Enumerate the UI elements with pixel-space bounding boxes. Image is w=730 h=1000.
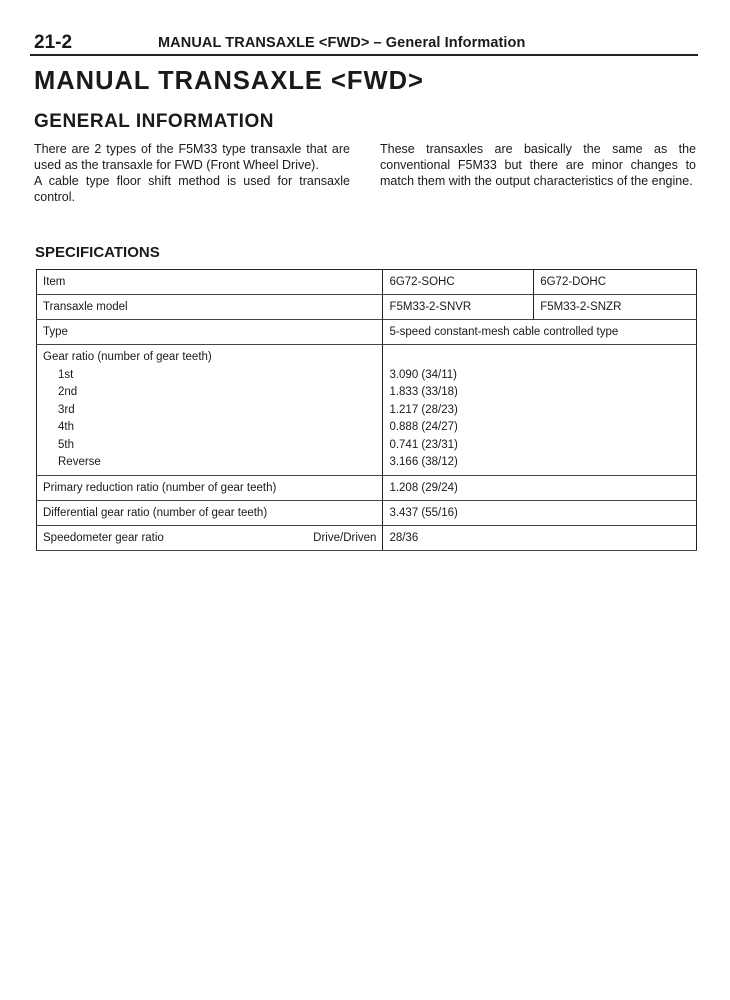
page-title: MANUAL TRANSAXLE <FWD> — [34, 67, 424, 95]
gear-value: 0.741 (23/31) — [389, 438, 458, 451]
gear-label: 2nd — [58, 386, 78, 398]
table-row — [37, 320, 697, 345]
section-title: GENERAL INFORMATION — [34, 111, 274, 132]
item-header-cell: Item — [37, 270, 383, 295]
gear-label: 1st — [58, 368, 74, 381]
row-label-cell: Transaxle model — [37, 295, 383, 320]
table-row — [37, 500, 697, 525]
gear-value: 3.090 (34/11) — [389, 368, 457, 381]
header-rule — [30, 54, 698, 56]
gear-ratio-label: Gear ratio (number of gear teeth) — [43, 351, 212, 363]
model-cell: F5M33-2-SNZR — [534, 295, 697, 320]
gear-label: 5th — [58, 438, 74, 451]
engine-cell: 6G72-SOHC — [383, 270, 534, 295]
specifications-table-wrapper — [36, 269, 697, 551]
table-row — [37, 270, 697, 295]
intro-paragraph: There are 2 types of the F5M33 type transaxle that are used as the transaxle for FWD (Front Wheel Drive). — [34, 142, 350, 172]
gear-value: 1.833 (33/18) — [389, 386, 458, 398]
table-row — [37, 295, 697, 320]
specifications-table — [36, 269, 697, 551]
model-cell: F5M33-2-SNVR — [383, 295, 534, 320]
row-label-cell: Primary reduction ratio (number of gear teeth) — [37, 475, 383, 500]
table-row — [37, 525, 697, 550]
gear-label: Reverse — [58, 456, 101, 468]
gear-value: 3.166 (38/12) — [389, 456, 458, 468]
type-value-cell: 5-speed constant-mesh cable controlled type — [383, 320, 697, 345]
speedometer-label: Speedometer gear ratio — [43, 531, 164, 544]
gear-label: 3rd — [58, 403, 75, 416]
row-label-cell: Differential gear ratio (number of gear teeth) — [37, 500, 383, 525]
table-row — [37, 475, 697, 500]
speedometer-label-cell — [37, 525, 383, 550]
intro-paragraph: A cable type floor shift method is used for transaxle control. — [34, 174, 350, 204]
engine-cell: 6G72-DOHC — [534, 270, 697, 295]
table-row — [37, 345, 697, 476]
page-number: 21-2 — [34, 32, 73, 53]
intro-paragraph: These transaxles are basically the same as the conventional F5M33 but there are minor changes to match them with the output characteristics of the engine. — [380, 142, 696, 188]
gear-ratio-value-cell — [383, 345, 697, 476]
gear-value: 1.217 (28/23) — [389, 403, 458, 416]
differential-value-cell: 3.437 (55/16) — [383, 500, 697, 525]
gear-ratio-label-cell — [37, 345, 383, 476]
gear-value: 0.888 (24/27) — [389, 421, 458, 433]
gear-label: 4th — [58, 421, 74, 433]
speedometer-sublabel: Drive/Driven — [313, 531, 377, 544]
running-title: MANUAL TRANSAXLE <FWD> – General Information — [158, 35, 526, 51]
row-label-cell: Type — [37, 320, 383, 345]
intro-right-column — [380, 141, 696, 189]
primary-reduction-value-cell: 1.208 (29/24) — [383, 475, 697, 500]
gear-value-spacer — [389, 349, 690, 367]
intro-left-column — [34, 141, 350, 205]
specifications-heading: SPECIFICATIONS — [35, 244, 160, 261]
speedometer-value-cell: 28/36 — [383, 525, 697, 550]
